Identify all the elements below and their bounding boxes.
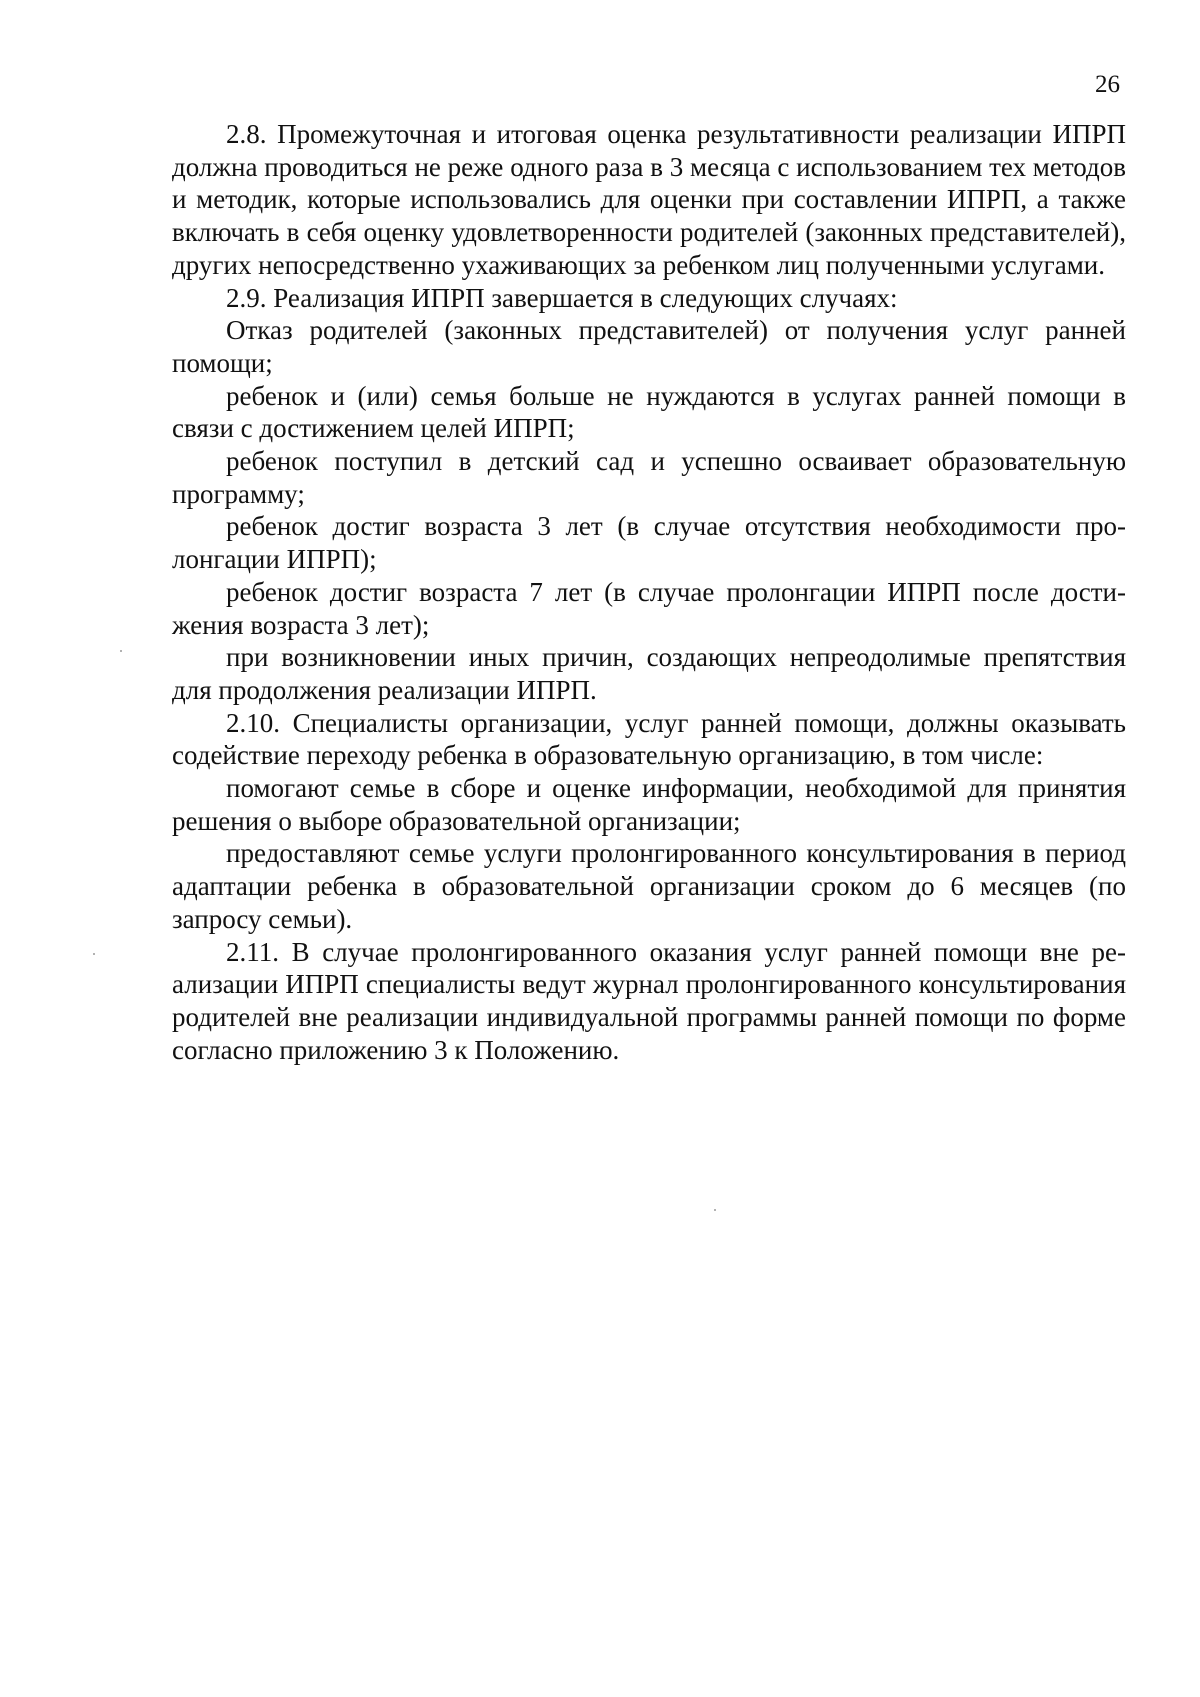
paragraph-2-9: 2.9. Реализация ИПРП завершается в следующих случаях: [226, 282, 898, 313]
list-item-kindergarten: ребенок поступил в детский сад и успешно осваивает образовательную программу; [172, 446, 1126, 509]
paragraph-2-10: 2.10. Специалисты организации, услуг ранней помощи, должны оказывать содействие переходу ребенка в образовательную организацию, в том числе: [172, 707, 1126, 771]
scan-speck [714, 1209, 716, 1211]
list-item-refusal: Отказ родителей (законных представителей) от получения услуг ранней помощи; [172, 315, 1126, 378]
paragraph-2-11: 2.11. В случае пролонгированного оказания услуг ранней помощи вне реализации ИПРП специалисты ведут журнал пролонгированного консультирования родителей вне реализации индивидуальной программы ранней помощи по форме согласно приложению 3 к Положению. [172, 936, 1126, 1065]
list-item-information-help: помогают семье в сборе и оценке информации, необходимой для принятия решения о выборе образовательной организации; [172, 773, 1126, 836]
scan-speck [93, 953, 95, 955]
page-number: 26 [1095, 71, 1120, 98]
paragraph-2-8: 2.8. Промежуточная и итоговая оценка результативности реализации ИПРП должна проводиться не реже одного раза в 3 месяца с использованием тех методов и методик, которые использовались для оценки при составлении ИПРП, а также включать в себя оценку удовлетворенности родителей (законных представителей), других непосредственно ухаживающих за ребенком лиц полученными услугами. [172, 119, 1126, 280]
scan-speck [120, 650, 122, 652]
list-item-age-3: ребенок достиг возраста 3 лет (в случае отсутствия необходимости пролонгации ИПРП); [172, 511, 1126, 575]
list-item-other-reasons: при возникновении иных причин, создающих непреодолимые препятствия для продолжения реализации ИПРП. [172, 642, 1126, 705]
list-item-goals-achieved: ребенок и (или) семья больше не нуждаются в услугах ранней помощи в связи с достижением целей ИПРП; [172, 380, 1126, 444]
document-body [172, 118, 1126, 1066]
list-item-age-7: ребенок достиг возраста 7 лет (в случае пролонгации ИПРП после достижения возраста 3 лет); [172, 576, 1126, 640]
list-item-consulting: предоставляют семье услуги пролонгированного консультирования в период адаптации ребенка в образовательной организации сроком до 6 месяцев (по запросу семьи). [172, 838, 1126, 934]
